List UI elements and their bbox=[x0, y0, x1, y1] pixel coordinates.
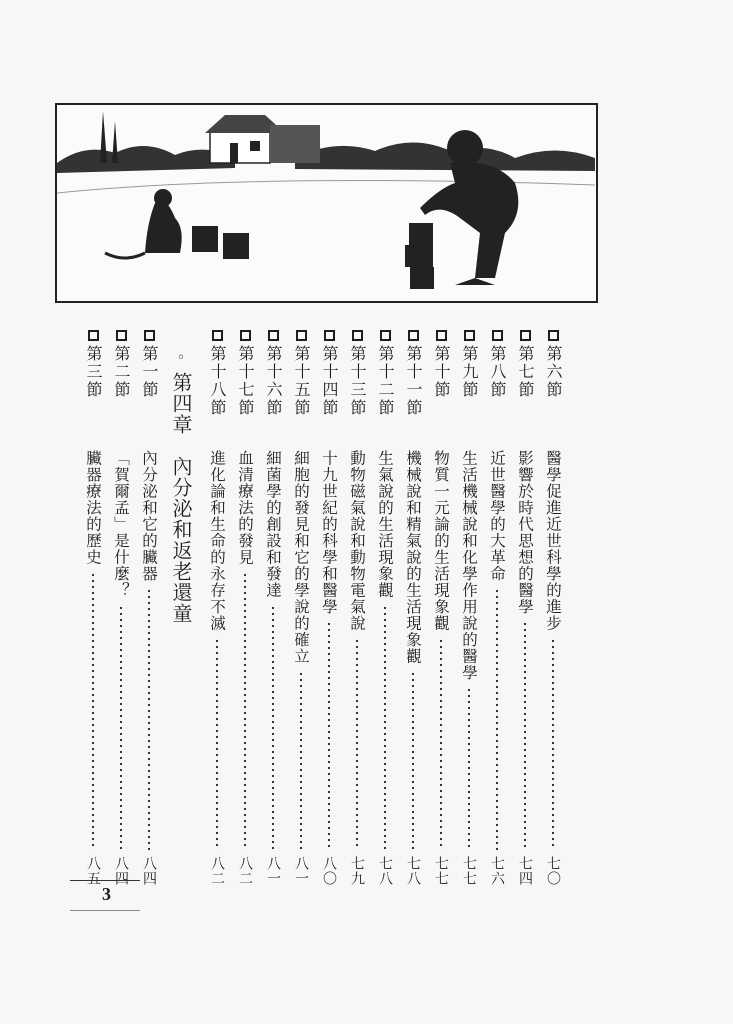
section-label: 第十二節 bbox=[376, 345, 395, 417]
section-label: 第十五節 bbox=[292, 345, 311, 417]
toc-entry[interactable] bbox=[260, 330, 286, 890]
bullet-square-icon bbox=[144, 330, 155, 341]
section-title: 臟器療法的歷史 bbox=[84, 450, 102, 566]
leader-dots bbox=[244, 572, 246, 851]
toc-entry[interactable] bbox=[372, 330, 398, 890]
section-label: 第十三節 bbox=[348, 345, 367, 417]
section-title: 物質一元論的生活現象觀 bbox=[432, 450, 450, 632]
section-title: 動物磁氣說和動物電氣說 bbox=[348, 450, 366, 632]
section-label: 第十一節 bbox=[404, 345, 423, 417]
page-ref: 七八 bbox=[377, 856, 393, 886]
leader-dots bbox=[148, 588, 150, 850]
section-title: 生活機械說和化學作用說的醫學 bbox=[460, 450, 478, 681]
bullet-square-icon bbox=[436, 330, 447, 341]
toc-entry[interactable] bbox=[108, 330, 134, 890]
page-ref: 七八 bbox=[405, 856, 421, 886]
page-ref: 七九 bbox=[349, 856, 365, 886]
page-ref: 七六 bbox=[489, 856, 505, 886]
leader-dots bbox=[468, 687, 470, 850]
page-ref: 八一 bbox=[265, 856, 281, 886]
page-ref: 八二 bbox=[237, 856, 253, 886]
toc-entry[interactable] bbox=[512, 330, 538, 890]
section-title: 生氣說的生活現象觀 bbox=[376, 450, 394, 599]
section-label: 第三節 bbox=[84, 345, 103, 399]
bullet-square-icon bbox=[296, 330, 307, 341]
section-title: 進化論和生命的永存不滅 bbox=[208, 450, 226, 632]
section-label: 第十六節 bbox=[264, 345, 283, 417]
header-illustration bbox=[55, 103, 598, 303]
leader-dots bbox=[524, 621, 526, 850]
section-title: 影響於時代思想的醫學 bbox=[516, 450, 534, 615]
bullet-square-icon bbox=[464, 330, 475, 341]
section-label: 第十八節 bbox=[208, 345, 227, 417]
toc-entry[interactable] bbox=[232, 330, 258, 890]
page-ref: 七七 bbox=[433, 856, 449, 886]
section-label: 第二節 bbox=[112, 345, 131, 399]
section-label: 第十七節 bbox=[236, 345, 255, 417]
bullet-square-icon bbox=[492, 330, 503, 341]
toc-entry[interactable] bbox=[400, 330, 426, 890]
leader-dots bbox=[384, 605, 386, 851]
table-of-contents bbox=[70, 330, 570, 890]
bullet-square-icon bbox=[116, 330, 127, 341]
page-ref: 七七 bbox=[461, 856, 477, 886]
page-number: 3 bbox=[102, 884, 111, 904]
toc-entry[interactable] bbox=[344, 330, 370, 890]
chapter-heading[interactable] bbox=[166, 350, 196, 624]
bullet-square-icon bbox=[88, 330, 99, 341]
page-ref: 八〇 bbox=[321, 856, 337, 886]
section-title: 近世醫學的大革命 bbox=[488, 450, 506, 582]
section-label: 第十四節 bbox=[320, 345, 339, 417]
bullet-square-icon bbox=[520, 330, 531, 341]
page-ref: 七〇 bbox=[545, 856, 561, 886]
leader-dots bbox=[328, 621, 330, 850]
section-label: 第十節 bbox=[432, 345, 451, 399]
section-label: 第六節 bbox=[544, 345, 563, 399]
leader-dots bbox=[496, 588, 498, 850]
toc-entry[interactable] bbox=[484, 330, 510, 890]
bullet-square-icon bbox=[380, 330, 391, 341]
toc-entry[interactable] bbox=[204, 330, 230, 890]
toc-entry[interactable] bbox=[540, 330, 566, 890]
section-label: 第一節 bbox=[140, 345, 159, 399]
section-title: 醫學促進近世科學的進步 bbox=[544, 450, 562, 632]
leader-dots bbox=[216, 638, 218, 851]
page-ref: 八二 bbox=[209, 856, 225, 886]
page-ref: 八五 bbox=[85, 856, 101, 886]
section-label: 第九節 bbox=[460, 345, 479, 399]
bullet-square-icon bbox=[352, 330, 363, 341]
toc-entry[interactable] bbox=[428, 330, 454, 890]
toc-entry[interactable] bbox=[316, 330, 342, 890]
footer-rule bbox=[70, 910, 140, 911]
leader-dots bbox=[552, 638, 554, 851]
section-title: 細菌學的創設和發達 bbox=[264, 450, 282, 599]
bullet-square-icon bbox=[212, 330, 223, 341]
leader-dots bbox=[356, 638, 358, 851]
section-title: 內分泌和它的臟器 bbox=[140, 450, 158, 582]
leader-dots bbox=[300, 671, 302, 851]
section-title: 血清療法的發見 bbox=[236, 450, 254, 566]
leader-dots bbox=[120, 605, 122, 851]
bullet-square-icon bbox=[324, 330, 335, 341]
toc-entry[interactable] bbox=[288, 330, 314, 890]
chapter-marker: ◦ bbox=[176, 350, 186, 366]
bullet-square-icon bbox=[548, 330, 559, 341]
toc-entry[interactable] bbox=[456, 330, 482, 890]
page-ref: 八四 bbox=[141, 856, 157, 886]
bullet-square-icon bbox=[408, 330, 419, 341]
section-title: 機械說和精氣說的生活現象觀 bbox=[404, 450, 422, 665]
toc-entry[interactable] bbox=[80, 330, 106, 890]
section-label: 第八節 bbox=[488, 345, 507, 399]
leader-dots bbox=[412, 671, 414, 851]
leader-dots bbox=[440, 638, 442, 851]
footer-rule bbox=[70, 880, 140, 881]
section-title: 十九世紀的科學和醫學 bbox=[320, 450, 338, 615]
page-ref: 八四 bbox=[113, 856, 129, 886]
bullet-square-icon bbox=[240, 330, 251, 341]
section-title: 細胞的發見和它的學說的確立 bbox=[292, 450, 310, 665]
chapter-title: 第四章 內分泌和返老還童 bbox=[169, 372, 193, 624]
leader-dots bbox=[92, 572, 94, 851]
bullet-square-icon bbox=[268, 330, 279, 341]
toc-entry[interactable] bbox=[136, 330, 162, 890]
section-label: 第七節 bbox=[516, 345, 535, 399]
section-title: 「賀爾孟」是什麼？ bbox=[112, 450, 130, 599]
leader-dots bbox=[272, 605, 274, 851]
page-ref: 八一 bbox=[293, 856, 309, 886]
page-ref: 七四 bbox=[517, 856, 533, 886]
